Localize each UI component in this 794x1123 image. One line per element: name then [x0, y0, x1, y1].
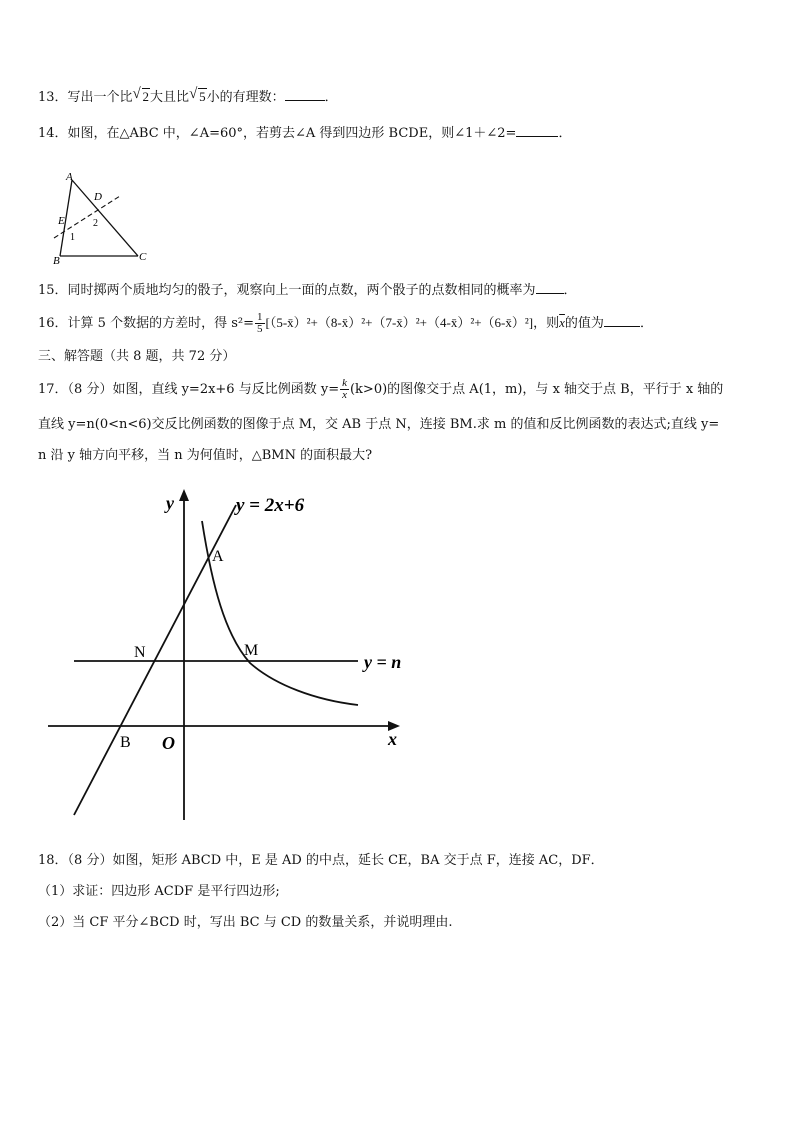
point-A-label: A	[212, 548, 224, 565]
question-17-line-3: n 沿 y 轴方向平移，当 n 为何值时，△BMN 的面积最大?	[38, 448, 373, 463]
question-14	[38, 124, 571, 143]
q13-end: ．	[324, 90, 338, 105]
q14-answer-blank[interactable]	[516, 124, 558, 137]
q14-label-D: D	[94, 191, 102, 203]
q14-label-C: C	[139, 251, 147, 263]
question-16	[38, 312, 653, 335]
q13-text-post: 小的有理数：	[206, 90, 285, 105]
hyperbola-curve	[202, 521, 358, 705]
q15-answer-blank[interactable]	[536, 281, 564, 294]
point-M-label: M	[244, 642, 259, 659]
q16-answer-blank[interactable]	[604, 314, 640, 327]
q16-text-post: ，则	[533, 316, 560, 331]
question-18-line-3: （2）当 CF 平分∠BCD 时，写出 BC 与 CD 的数量关系，并说明理由.	[38, 915, 453, 930]
hline-equation-label: y = n	[364, 652, 402, 672]
x-axis-label: x	[388, 729, 397, 749]
q16-text-pre: 16．计算 5 个数据的方差时，得 s²=	[38, 316, 254, 331]
q14-text: 14．如图，在△ABC 中，∠A=60°，若剪去∠A 得到四边形 BCDE，则∠1＋∠2=	[38, 126, 517, 141]
question-18-line-1: 18．（8 分）如图，矩形 ABCD 中，E 是 AD 的中点，延长 CE，BA 交于点 F，连接 AC，DF．	[38, 853, 604, 868]
origin-label: O	[162, 733, 175, 753]
point-N-label: N	[134, 644, 146, 661]
q14-label-E: E	[58, 215, 65, 227]
question-13	[38, 88, 338, 107]
q14-label-2: 2	[93, 218, 98, 229]
q15-end: ．	[563, 283, 577, 298]
point-B-label: B	[120, 734, 131, 751]
q13-answer-blank[interactable]	[285, 88, 325, 101]
q14-triangle-figure	[48, 168, 158, 264]
q17-text-pre: 17．（8 分）如图，直线 y=2x+6 与反比例函数 y=	[38, 382, 340, 397]
q16-fraction: $\frac{1}{5}$	[257, 311, 263, 335]
section-3-heading: 三、解答题（共 8 题，共 72 分）	[38, 349, 236, 364]
q16-formula: [（5-x̄）²+（8-x̄）²+（7-x̄）²+（4-x̄）²+（6-x̄）²]	[265, 315, 534, 330]
line-equation-label: y = 2x+6	[236, 495, 305, 516]
q14-label-1: 1	[70, 232, 75, 243]
question-17-line-1	[38, 378, 723, 401]
question-15	[38, 281, 577, 300]
q13-text-mid: 大且比	[150, 90, 190, 105]
q16-xbar: $\overline{x}$	[559, 315, 565, 330]
question-18-line-2: （1）求证：四边形 ACDF 是平行四边形;	[38, 884, 280, 899]
q16-end: ．	[639, 316, 653, 331]
sqrt-5: √ 5	[189, 86, 206, 104]
q14-label-B: B	[53, 255, 60, 264]
y-axis-arrow-icon	[179, 489, 189, 501]
q14-end: ．	[558, 126, 572, 141]
q17-graph-figure	[40, 485, 410, 825]
q17-fraction: $\frac{k}{x}$	[342, 377, 347, 401]
q14-label-A: A	[66, 171, 73, 183]
question-17-line-2: 直线 y=n(0<n<6)交反比例函数的图像于点 M，交 AB 于点 N，连接 BM.求 m 的值和反比例函数的表达式;直线 y=	[38, 417, 720, 432]
y-axis-label: y	[166, 493, 174, 513]
q16-text-post2: 的值为	[564, 316, 604, 331]
q15-text: 15．同时掷两个质地均匀的骰子，观察向上一面的点数，两个骰子的点数相同的概率为	[38, 283, 536, 298]
q13-text-pre: 13．写出一个比	[38, 90, 133, 105]
q17-text-post: (k>0)的图像交于点 A(1，m)，与 x 轴交于点 B，平行于 x 轴的	[349, 382, 724, 397]
sqrt-2: √ 2	[132, 86, 150, 104]
